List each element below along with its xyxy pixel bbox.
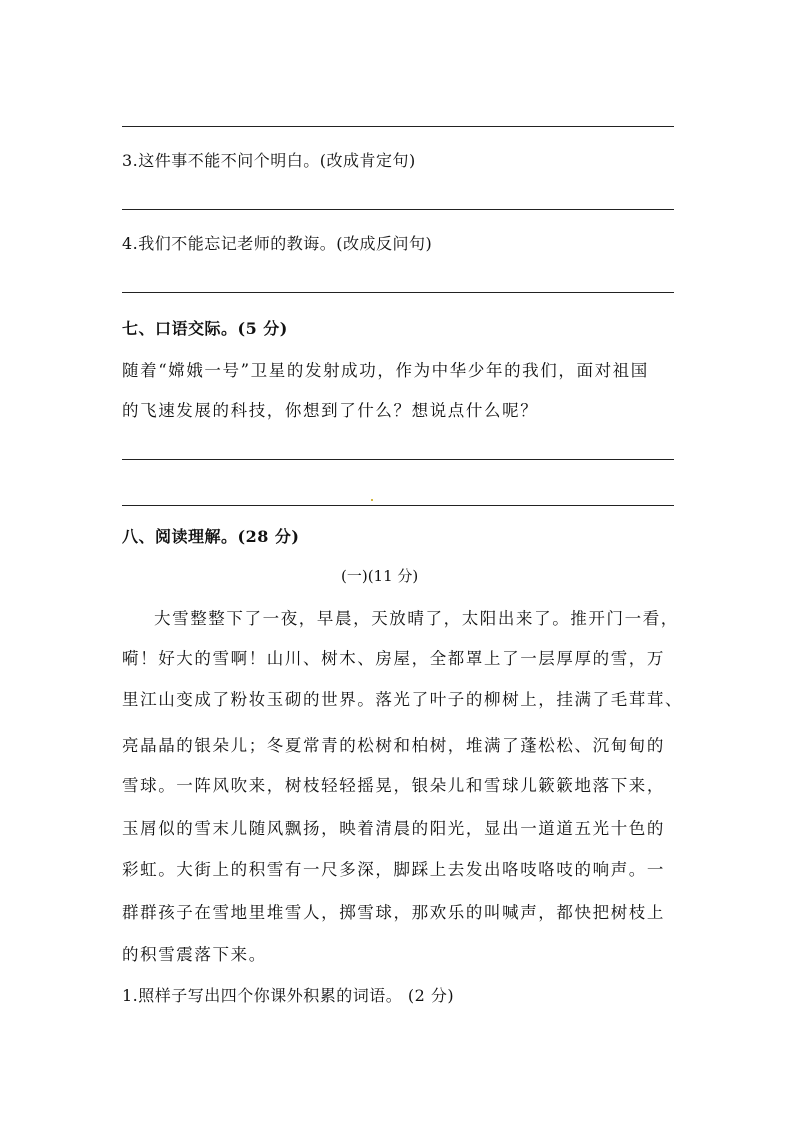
answer-line-q3[interactable] xyxy=(122,209,674,210)
passage-line-3: 里江山变成了粉妆玉砌的世界。落光了叶子的柳树上，挂满了毛茸茸、 xyxy=(122,690,684,709)
section-7-title: 七、口语交际。(5 分) xyxy=(122,319,288,338)
answer-line-s7-1[interactable] xyxy=(122,459,674,460)
passage-line-4: 亮晶晶的银朵儿；冬夏常青的松树和柏树，堆满了蓬松松、沉甸甸的 xyxy=(122,736,665,755)
passage-line-6: 玉屑似的雪末儿随风飘扬，映着清晨的阳光，显出一道道五光十色的 xyxy=(122,819,665,838)
passage-line-7: 彩虹。大街上的积雪有一尺多深，脚踩上去发出咯吱咯吱的响声。一 xyxy=(122,860,665,879)
answer-line-q2[interactable] xyxy=(122,126,674,127)
section-7-prompt-line-1: 随着“嫦娥一号”卫星的发射成功，作为中华少年的我们，面对祖国 xyxy=(122,361,649,380)
answer-line-s7-2[interactable] xyxy=(122,505,674,506)
section-8-question-1: 1.照样子写出四个你课外积累的词语。 (2 分) xyxy=(122,986,455,1005)
passage-line-5: 雪球。一阵风吹来，树枝轻轻摇晃，银朵儿和雪球儿簌簌地落下来， xyxy=(122,776,665,795)
decorative-dot xyxy=(371,499,373,501)
section-8-subtitle: (一)(11 分) xyxy=(341,567,419,585)
section-8-title: 八、阅读理解。(28 分) xyxy=(122,527,300,546)
question-4: 4.我们不能忘记老师的教诲。(改成反问句) xyxy=(122,234,433,253)
passage-line-1: 大雪整整下了一夜，早晨，天放晴了，太阳出来了。推开门一看， xyxy=(154,609,679,628)
section-7-prompt-line-2: 的飞速发展的科技，你想到了什么？想说点什么呢？ xyxy=(122,401,539,420)
question-3: 3.这件事不能不问个明白。(改成肯定句) xyxy=(122,151,416,170)
passage-line-2: 嗬！好大的雪啊！山川、树木、房屋，全都罩上了一层厚厚的雪，万 xyxy=(122,649,665,668)
answer-line-q4[interactable] xyxy=(122,292,674,293)
passage-line-9: 的积雪震落下来。 xyxy=(122,945,267,964)
passage-line-8: 群群孩子在雪地里堆雪人，掷雪球，那欢乐的叫喊声，都快把树枝上 xyxy=(122,903,665,922)
